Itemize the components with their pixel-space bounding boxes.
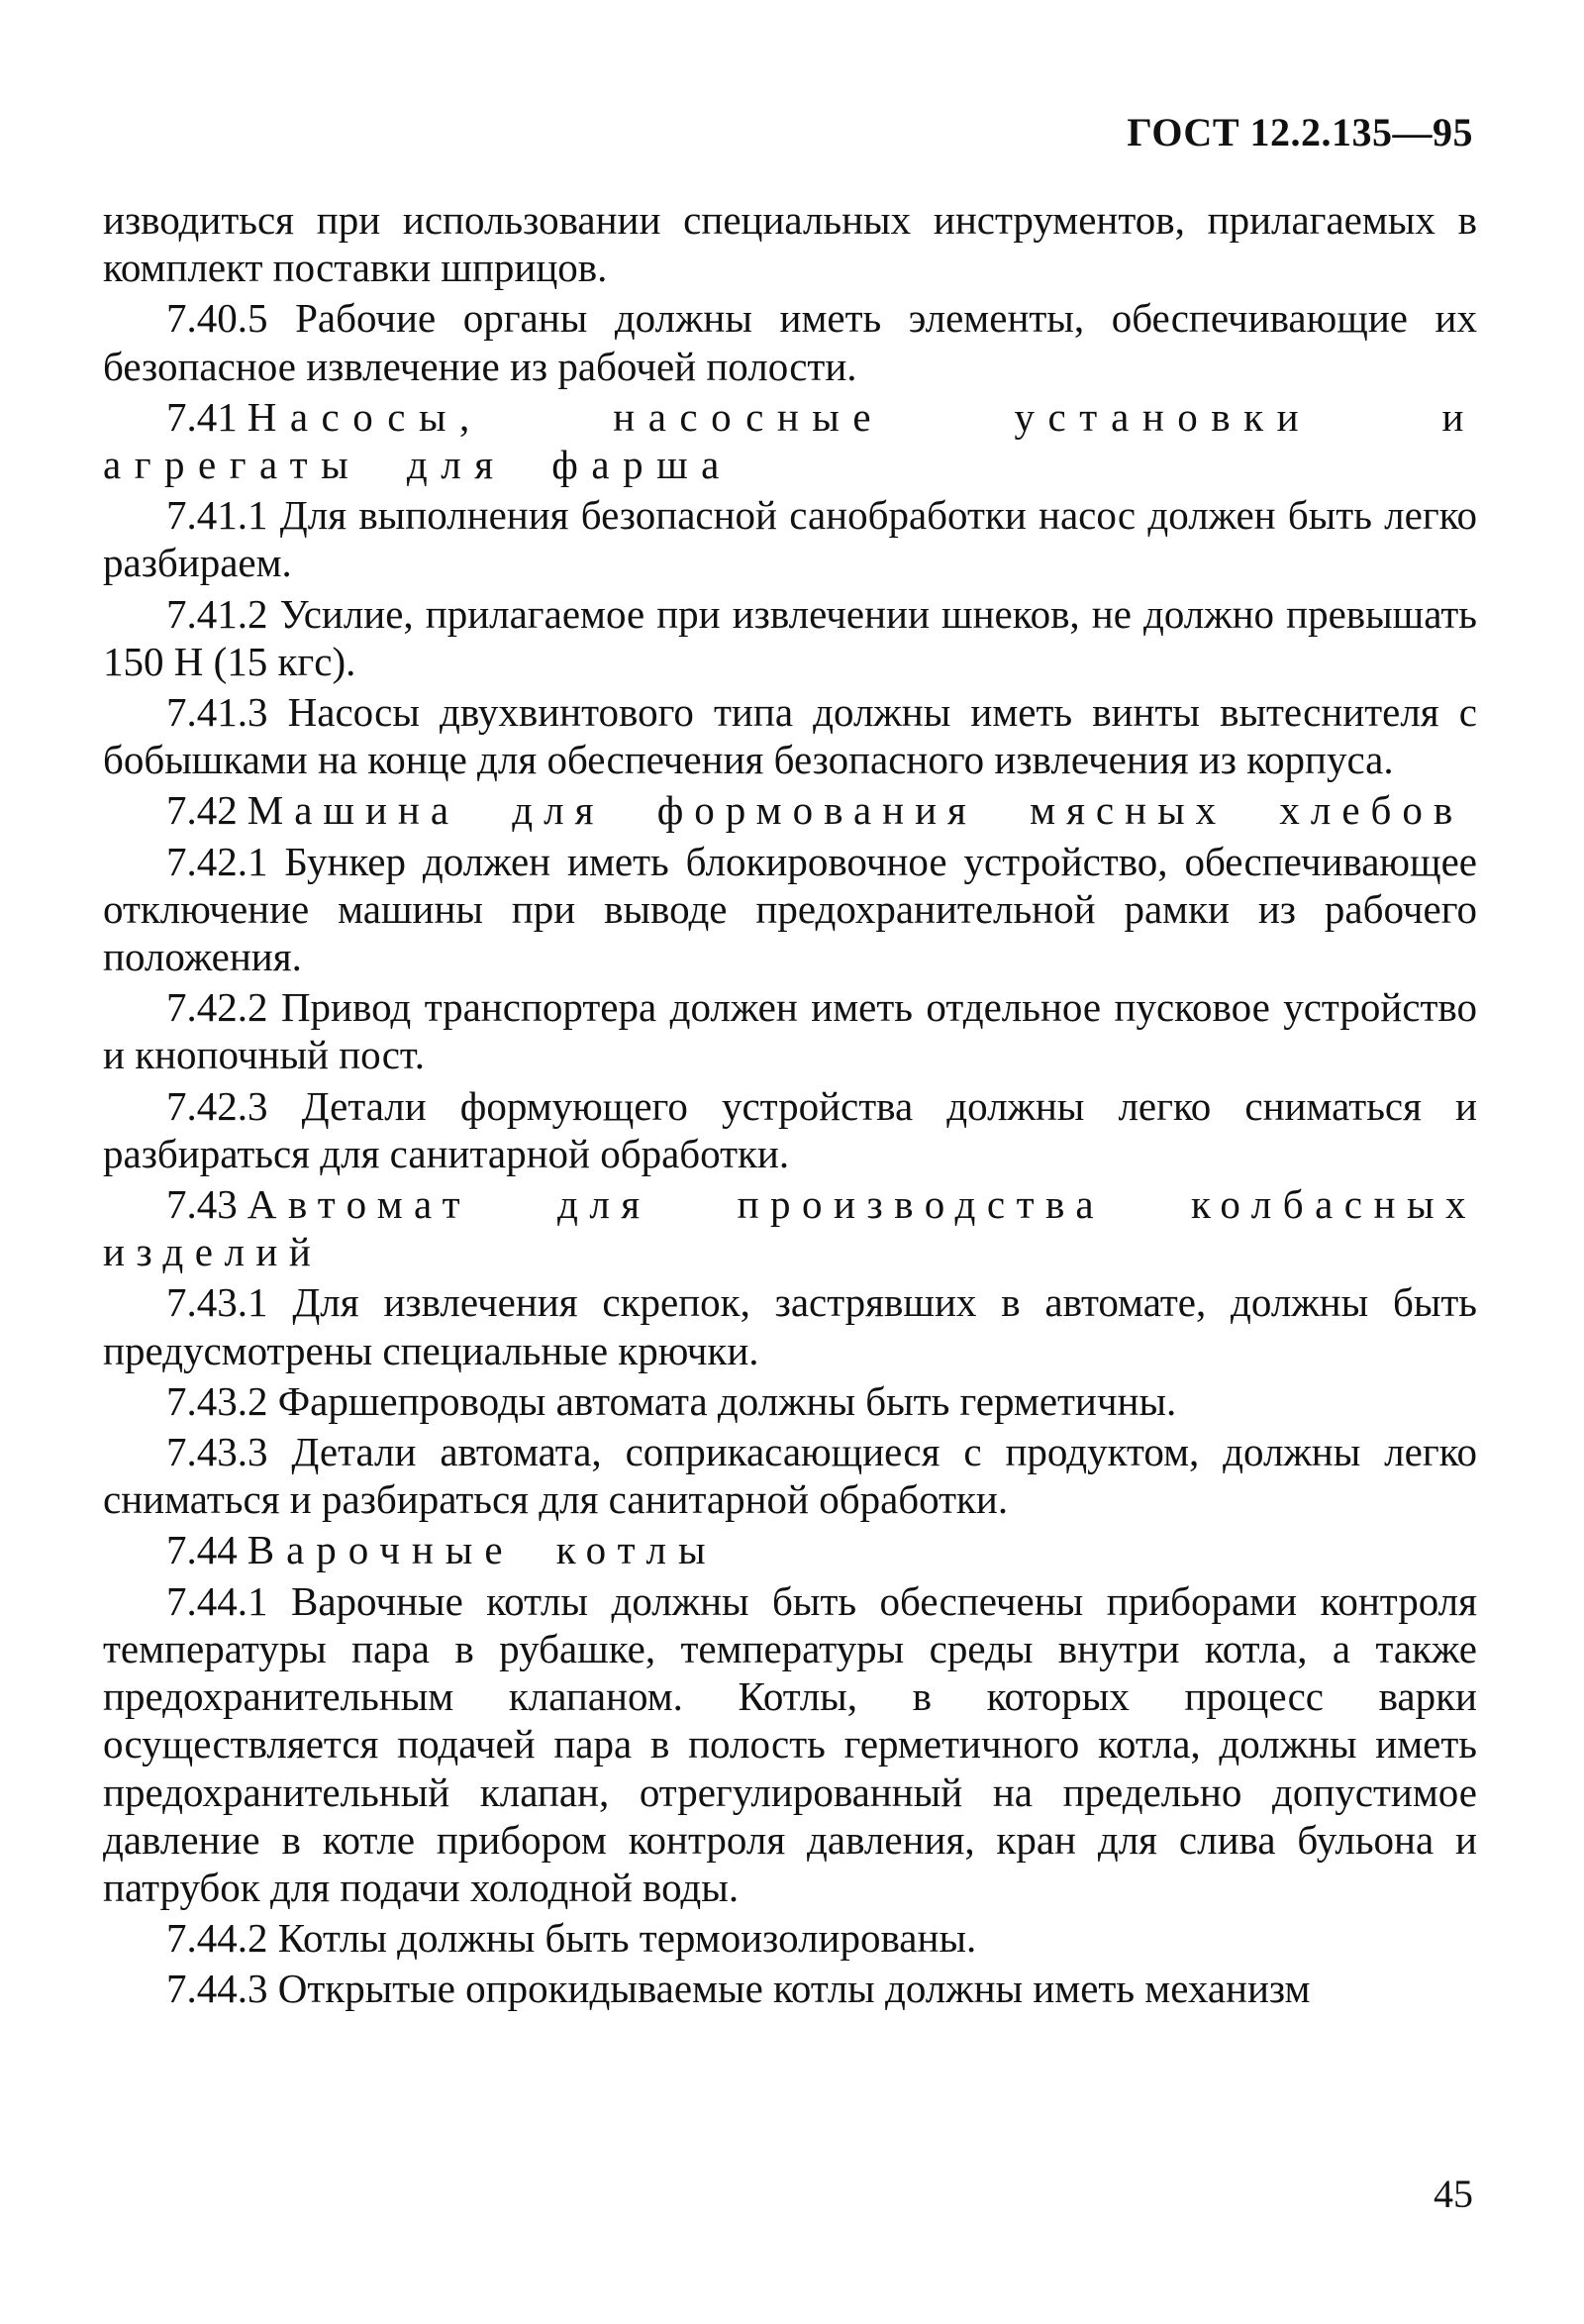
paragraph-7-44-3: 7.44.3 Открытые опрокидываемые котлы должны иметь механизм <box>166 1966 1311 2012</box>
paragraph-7-41-1: 7.41.1 Для выполнения безопасной санобработки насос должен быть легко разбираем. <box>103 492 1477 586</box>
paragraph-7-42-2: 7.42.2 Привод транспортера должен иметь отдельное пусковое устройство и кнопочный пост. <box>103 984 1477 1078</box>
paragraph-7-44-1: 7.44.1 Варочные котлы должны быть обеспечены приборами контроля температуры пара в рубашке, температуры среды внутри котла, а также предохранительным клапаном. Котлы, в которых процесс варки осуществляется подачей пара в полость герметичного котла, должны иметь предохранительный клапан, отрегулированный на предельно допустимое давление в котле прибором контроля давления, кран для слива бульона и патрубок для подачи холодной воды. <box>103 1577 1477 1910</box>
section-heading-7-42 <box>103 786 1477 834</box>
section-heading-7-43 <box>103 1180 1477 1275</box>
paragraph-7-44-2: 7.44.2 Котлы должны быть термоизолированы. <box>166 1915 977 1962</box>
section-number: 7.42 <box>166 787 238 834</box>
paragraph-7-40-5: 7.40.5 Рабочие органы должны иметь элементы, обеспечивающие их безопасное извлечение из рабочей полости. <box>103 295 1477 389</box>
section-heading-7-41 <box>103 393 1477 488</box>
paragraph-7-43-3: 7.43.3 Детали автомата, соприкасающиеся с продуктом, должны легко сниматься и разбираться для санитарной обработки. <box>103 1429 1477 1523</box>
paragraph-7-42-3: 7.42.3 Детали формующего устройства должны легко сниматься и разбираться для санитарной обработки. <box>103 1082 1477 1176</box>
paragraph-7-42-1: 7.42.1 Бункер должен иметь блокировочное устройство, обеспечивающее отключение машины при выводе предохранительной рамки из рабочего положения. <box>103 838 1477 980</box>
page-number: 45 <box>1434 2172 1473 2216</box>
paragraph-7-43-2: 7.43.2 Фаршепроводы автомата должны быть герметичны. <box>166 1377 1177 1424</box>
paragraph-continuation: изводиться при использовании специальных инструментов, прилагаемых в комплект поставки шприцов. <box>103 197 1477 291</box>
section-title: Машина для формования мясных хлебов <box>247 787 1464 834</box>
document-code-header: ГОСТ 12.2.135—95 <box>1127 110 1473 154</box>
section-number: 7.41 <box>166 393 238 440</box>
paragraph-7-41-2: 7.41.2 Усилие, прилагаемое при извлечении шнеков, не должно превышать 150 Н (15 кгс). <box>103 590 1477 684</box>
section-title: Автомат для производства колбасных изделий <box>103 1181 1477 1275</box>
paragraph-7-43-1: 7.43.1 Для извлечения скрепок, застрявших в автомате, должны быть предусмотрены специальные крючки. <box>103 1279 1477 1373</box>
section-number: 7.43 <box>166 1181 238 1228</box>
section-number: 7.44 <box>166 1527 238 1573</box>
section-heading-7-44 <box>103 1526 1477 1573</box>
section-title: Варочные котлы <box>247 1527 718 1573</box>
paragraph-7-41-3: 7.41.3 Насосы двухвинтового типа должны иметь винты вытеснителя с бобышками на конце для обеспечения безопасного извлечения из корпуса. <box>103 689 1477 783</box>
document-body <box>103 196 1477 2013</box>
section-title: Насосы, насосные установки и агрегаты для фарша <box>103 393 1477 488</box>
